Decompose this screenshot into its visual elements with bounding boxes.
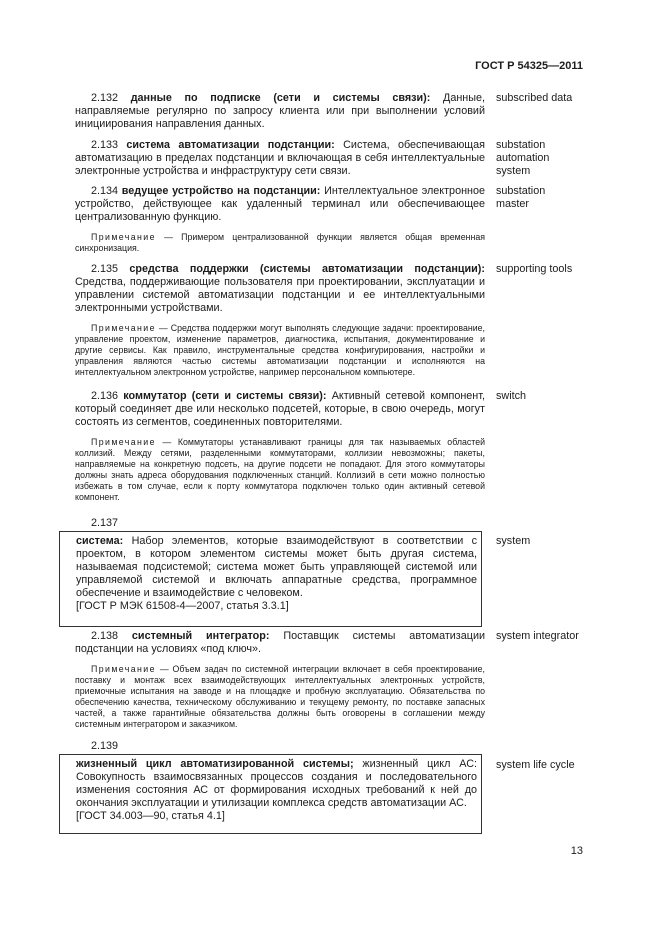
entry-number: 2.134 [91, 185, 119, 197]
entry-definition: жизненный цикл АС: Совокупность взаимосвязанных процессов создания и последовательного изменения состояния АС от формирования исходных требований к ней до окончания эксплуатации и утилизации комплекса средств автоматизации АС. [76, 758, 477, 809]
entry-number: 2.133 [91, 139, 119, 151]
entry-note [75, 437, 485, 503]
entry-note [75, 323, 485, 378]
entry-definition: Поставщик системы автоматизации подстанции на условиях «под ключ». [75, 630, 486, 655]
entry-number-2-137 [75, 517, 485, 530]
entry-number: 2.139 [91, 740, 119, 752]
entry-definition: Набор элементов, которые взаимодействуют в соответствии с проектом, в котором элементом системы может быть другая система, называемая подсистемой; система может быть управляющей системой или управляемой системой и включать аппаратные средства, программное обеспечение и взаимодействие с человеком. [76, 535, 477, 599]
entry-text [75, 263, 485, 315]
english-term: substation automation system [496, 139, 550, 177]
entry-2-135 [75, 263, 485, 378]
entry-term: данные по подписке (сети и системы связи): [130, 92, 431, 104]
entry-2-138 [75, 630, 485, 730]
note-label: Примечание [91, 323, 156, 333]
entry-term: система автоматизации подстанции: [126, 139, 335, 151]
note-text: — Объем задач по системной интеграции включает в себя проектирование, поставку и монтаж всех взаимодействующих интеллектуальных электронных устройств, приемочные испытания на заводе и на площадке и пробную эксплуатацию. Обязательства по обеспечению качества, техническому обслуживанию и текущему ремонту, по поставке запасных частей, а также гарантийные обязательства должны быть оговорены в соглашении между системным интегратором и заказчиком. [75, 664, 485, 729]
english-term: subscribed data [496, 92, 573, 104]
entry-text [75, 139, 485, 178]
entry-text [75, 630, 485, 656]
entry-text [75, 390, 485, 429]
english-term: system integrator [496, 630, 579, 642]
entry-term: система: [76, 535, 124, 547]
entry-text [76, 535, 477, 600]
entry-number-2-139 [75, 740, 485, 753]
english-term: switch [496, 390, 526, 402]
page-number: 13 [570, 845, 583, 857]
quoted-definition-box [59, 754, 482, 834]
entry-definition: Данные, направляемые регулярно по запросу клиента или при выполнении условий инициирования направления данных. [75, 92, 486, 130]
note-label: Примечание [91, 437, 156, 447]
entry-definition: Интеллектуальное электронное устройство, действующее как удаленный терминал или обеспечивающее централизованную функцию. [75, 185, 486, 223]
entry-reference: [ГОСТ 34.003—90, статья 4.1] [76, 810, 225, 822]
english-term: supporting tools [496, 263, 573, 275]
entry-term: коммутатор (сети и системы связи): [123, 390, 327, 402]
entry-term: системный интегратор: [131, 630, 270, 642]
entry-text [75, 92, 485, 131]
entry-number: 2.137 [91, 517, 119, 529]
entry-2-133 [75, 139, 485, 178]
entry-definition: Система, обеспечивающая автоматизацию в пределах подстанции и включающая в себя интеллектуальные электронные устройства и инфраструктуру сети связи. [75, 139, 486, 177]
note-label: Примечание [91, 232, 156, 242]
entry-definition: Средства, поддерживающие пользователя при проектировании, эксплуатации и управлении системой автоматизации подстанции и ее интеллектуальными электронными устройствами. [75, 276, 485, 314]
entry-2-132 [75, 92, 485, 131]
entry-number: 2.138 [91, 630, 119, 642]
entry-definition: Активный сетевой компонент, который соединяет две или несколько подсетей, которые, в свою очередь, могут состоять из сегментов, соединенных повторителями. [75, 390, 486, 428]
english-term: substation master [496, 185, 546, 210]
note-text: — Средства поддержки могут выполнять следующие задачи: проектирование, управление проектом, изменение параметров, диагностика, испытания, документирование и другие сервисы. Как правило, инструментальные средства конфигурирования, настройки и управления являются частью системы автоматизации подстанции и исполняются на интеллектуальном электронном устройстве, например персональном компьютере. [75, 323, 485, 377]
entry-note [75, 664, 485, 730]
english-term: system life cycle [496, 759, 575, 771]
english-term: system [496, 535, 531, 547]
quoted-definition-box [59, 531, 482, 627]
entry-note [75, 232, 485, 254]
entry-reference: [ГОСТ Р МЭК 61508-4—2007, статья 3.3.1] [76, 600, 289, 612]
entry-text [75, 185, 485, 224]
entry-term: жизненный цикл автоматизированной системы; [76, 758, 354, 770]
entry-term: ведущее устройство на подстанции: [121, 185, 321, 197]
note-text: — Коммутаторы устанавливают границы для так называемых областей коллизий. Между сетями, разделенными коммутаторами, коллизии невозможны; пакеты, направляемые на конкретную подсеть, на другие подсети не попадают. Для этого коммутаторы должны знать адреса оборудования подключенных станций. Коллизий в сети можно полностью избежать в том случае, если к порту коммутатора подключен только один активный сетевой компонент. [75, 437, 486, 502]
entry-number: 2.135 [91, 263, 119, 275]
entry-text [76, 758, 477, 810]
entry-2-136 [75, 390, 485, 503]
entry-number: 2.132 [91, 92, 119, 104]
entry-term: средства поддержки (системы автоматизации подстанции): [129, 263, 485, 275]
standard-header: ГОСТ Р 54325—2011 [475, 60, 583, 72]
entry-2-134 [75, 185, 485, 254]
note-text: — Примером централизованной функции является общая временная синхронизация. [75, 232, 485, 253]
entry-number: 2.136 [91, 390, 119, 402]
note-label: Примечание [91, 664, 156, 674]
